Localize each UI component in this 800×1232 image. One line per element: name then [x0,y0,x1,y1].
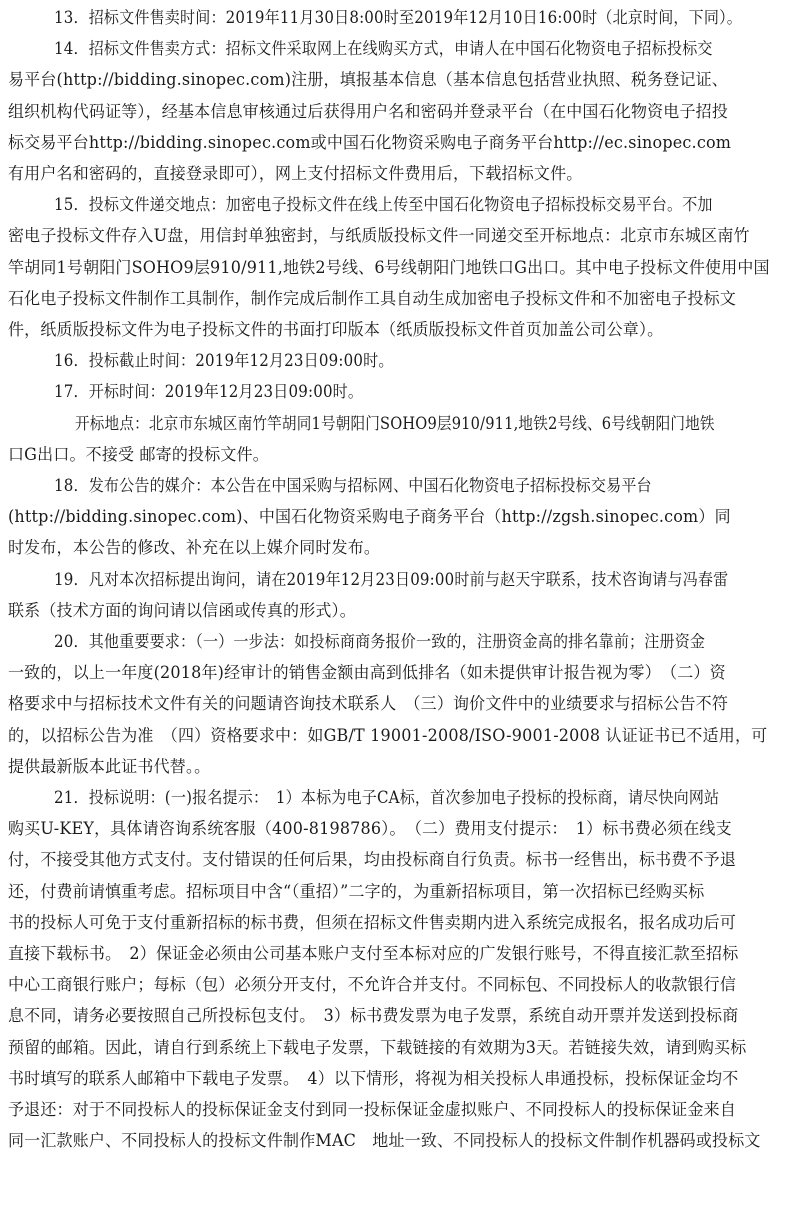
clause-14-sale-method-line: 标交易平台http://bidding.sinopec.com或中国石化物资采购电子商务平台http://ec.sinopec.com [8,132,732,152]
clause-21-bidding-instructions-line: 还，付费前请慎重考虑。招标项目中含“（重招）”二字的，为重新招标项目，第一次招标已经购买标 [8,881,705,901]
clause-21-bidding-instructions-line: 预留的邮箱。因此，请自行到系统上下载电子发票，下载链接的有效期为3天。若链接失效，请到购买标 [8,1037,747,1057]
clause-21-bidding-instructions-line: 书时填写的联系人邮箱中下载电子发票。 4）以下情形，将视为相关投标人串通投标，投标保证金均不 [8,1068,739,1088]
clause-21-bidding-instructions-line: 中心工商银行账户；每标（包）必须分开支付，不允许合并支付。不同标包、不同投标人的收款银行信 [8,975,737,995]
clause-14-sale-method-line: 易平台(http://bidding.sinopec.com)注册，填报基本信息（基本信息包括营业执照、税务登记证、 [8,70,728,90]
clause-21-bidding-instructions-line: 购买U-KEY，具体请咨询系统客服（400-8198786）。 （二）费用支付提示： 1）标书费必须在线支 [8,819,732,839]
clause-21-bidding-instructions-line: 书的投标人可免于支付重新招标的标书费，但须在招标文件售卖期内进入系统完成报名，报名成功后可 [8,912,737,932]
clause-17-opening-time-line: 17．开标时间：2019年12月23日09:00时。 [54,382,364,402]
clause-15-submission-location-line: 件，纸质版投标文件为电子投标文件的书面打印版本（纸质版投标文件首页加盖公司公章）。 [8,320,664,339]
clause-15-submission-location-line: 密电子投标文件存入U盘，用信封单独密封，与纸质版投标文件一同递交至开标地点：北京市东城区南竹 [8,226,750,246]
clause-14-sale-method-line: 14．招标文件售卖方式：招标文件采取网上在线购买方式，申请人在中国石化物资电子招标投标交 [54,39,713,59]
clause-20-other-requirements-line: 提供最新版本此证书代替。。 [8,756,211,776]
clause-14-sale-method-line: 组织机构代码证等），经基本信息审核通过后获得用户名和密码并登录平台（在中国石化物资电子招投 [8,101,729,121]
clause-21-bidding-instructions-line: 付，不接受其他方式支付。支付错误的任何后果，均由投标商自行负责。标书一经售出，标书费不予退 [8,850,737,870]
clause-15-submission-location-line: 石化电子投标文件制作工具制作，制作完成后制作工具自动生成加密电子投标文件和不加密电子投标文 [8,288,737,308]
clause-21-bidding-instructions-line: 同一汇款账户、不同投标人的投标文件制作MAC 地址一致、不同投标人的投标文件制作机器码或投标文 [8,1131,761,1151]
clause-20-other-requirements-line: 格要求中与招标技术文件有关的问题请咨询技术联系人 （三）询价文件中的业绩要求与招标公告不符 [8,694,729,714]
clause-20-other-requirements-line: 20．其他重要要求：（一）一步法：如投标商商务报价一致的，注册资金高的排名靠前；注册资金 [54,632,706,651]
clause-15-submission-location-line: 15．投标文件递交地点：加密电子投标文件在线上传至中国石化物资电子招标投标交易平台。不加 [54,195,713,215]
clause-13-sale-time-line: 13．招标文件售卖时间：2019年11月30日8:00时至2019年12月10日16:00时（北京时间，下同）。 [54,8,743,27]
clause-18-media-line: 18．发布公告的媒介：本公告在中国采购与招标网、中国石化物资电子招标投标交易平台 [54,476,652,495]
clause-21-bidding-instructions-line: 直接下载标书。 2）保证金必须由公司基本账户支付至本标对应的广发银行账号，不得直接汇款至招标 [8,944,739,963]
clause-18-media-line: 时发布，本公告的修改、补充在以上媒介同时发布。 [8,538,381,558]
clause-19-inquiry-line: 联系（技术方面的询问请以信函或传真的形式）。 [8,600,356,620]
clause-18-media-line: (http://bidding.sinopec.com)、中国石化物资采购电子商务平台（http://zgsh.sinopec.com）同 [8,507,731,527]
clause-21-bidding-instructions-line: 21．投标说明：(一)报名提示： 1）本标为电子CA标，首次参加电子投标的投标商，请尽快向网站 [54,788,720,807]
clause-21-bidding-instructions-line: 息不同，请务必要按照自己所投标包支付。 3）标书费发票为电子发票，系统自动开票并发送到投标商 [8,1006,739,1026]
opening-location-line: 口G出口。不接受 邮寄的投标文件。 [8,444,269,464]
clause-15-submission-location-line: 竿胡同1号朝阳门SOHO9层910/911,地铁2号线、6号线朝阳门地铁口G出口。其中电子投标文件使用中国 [8,257,770,277]
clause-14-sale-method-line: 有用户名和密码的，直接登录即可），网上支付招标文件费用后，下载招标文件。 [8,164,583,183]
clause-21-bidding-instructions-line: 予退还：对于不同投标人的投标保证金支付到同一投标保证金虚拟账户、不同投标人的投标保证金来自 [8,1100,737,1119]
opening-location-line: 开标地点：北京市东城区南竹竿胡同1号朝阳门SOHO9层910/911,地铁2号线、6号线朝阳门地铁 [75,413,715,433]
clause-20-other-requirements-line: 的，以招标公告为准 （四）资格要求中：如GB/T 19001-2008/ISO-9001-2008 认证证书已不适用，可 [8,725,768,745]
clause-16-deadline-line: 16．投标截止时间：2019年12月23日09:00时。 [54,351,394,371]
clause-20-other-requirements-line: 一致的，以上一年度(2018年)经审计的销售金额由高到低排名（如未提供审计报告视为零） （二）资 [8,663,726,683]
clause-19-inquiry-line: 19．凡对本次招标提出询问，请在2019年12月23日09:00时前与赵天宇联系，技术咨询请与冯春雷 [54,569,729,589]
